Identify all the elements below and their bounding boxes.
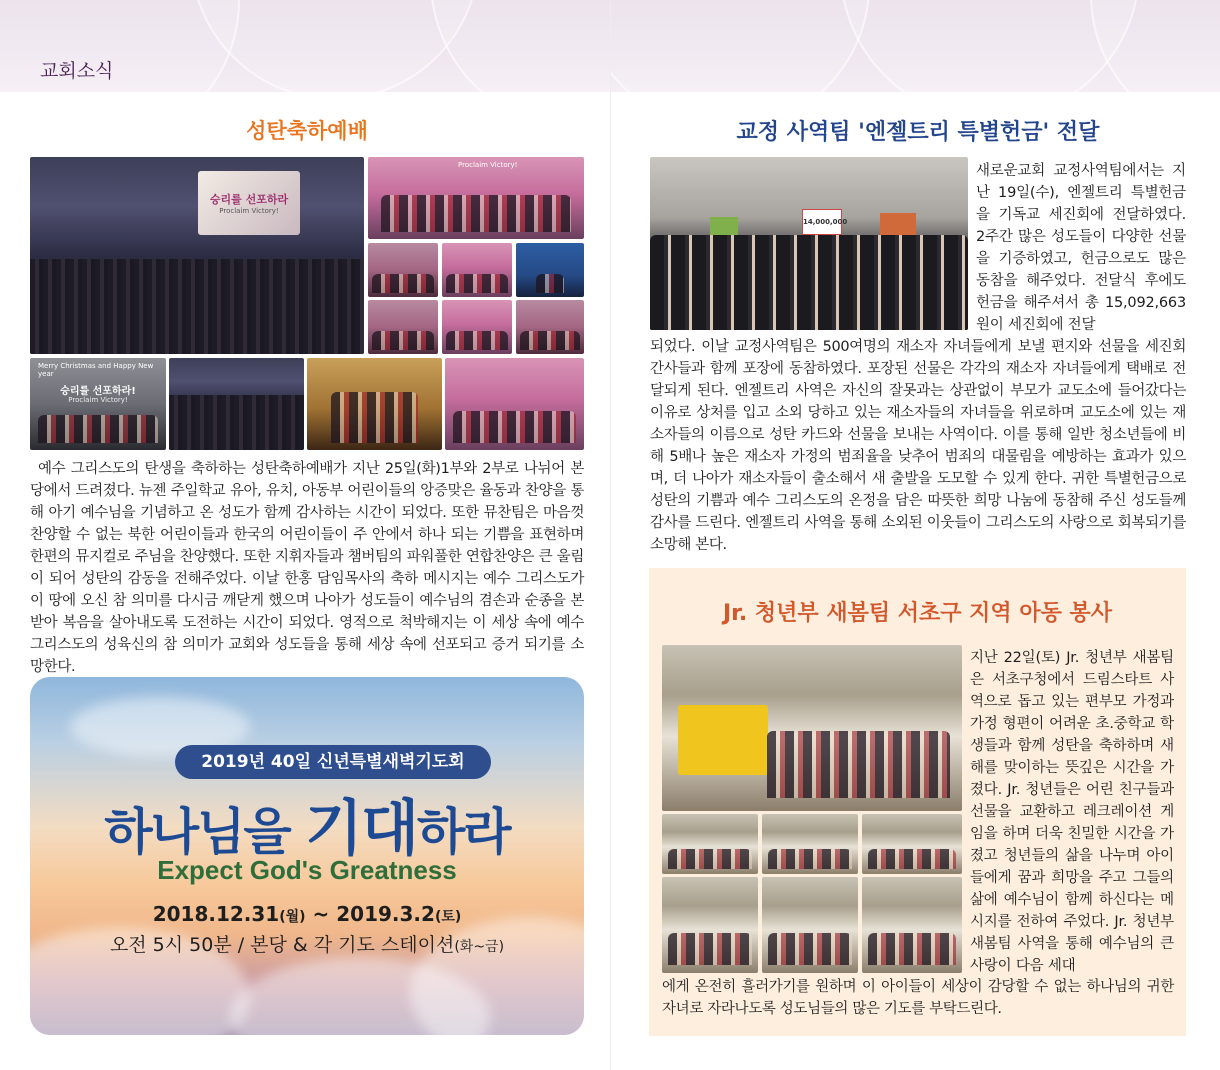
christmas-paragraph-text: 예수 그리스도의 탄생을 축하하는 성탄축하예배가 지난 25일(화)1부와 2부로 나뉘어 본당에서 드려졌다. 뉴젠 주일학교 유아, 유치, 아동부 어린이들의 앙증맞은 율동과 찬양을 통해 아기 예수님을 기념하고 온 성도가 함께 감사하는 시간이 되었다. 또한 뮤찬팀은 마음껏 찬양할 수 없는 북한 어린이들과 한국의 어린이들이 주 안에서 하나 되는 기쁨을 표현하며 한편의 뮤지컬로 주님을 찬양했다. 또한 지휘자들과 챔버팀의 파워풀한 연합찬양은 큰 울림이 되어 성탄의 감동을 전해주었다. 이날 한홍 담임목사의 축하 메시지는 예수 그리스도가 이 땅에 오신 참 의미를 다시금 깨닫게 했으며 나아가 성도들이 예수님의 겸손과 순종을 본받아 복음을 살아내도록 도전하는 시간이 되었다. 영적으로 척박해지는 이 세상 속에 예수 그리스도의 성육신의 참 의미가 교회와 성도들을 통해 세상 속에 선포되고 증거 되기를 소망한다.: [30, 461, 584, 675]
photo-merry-christmas-stage: [30, 358, 166, 450]
section-label: 교회소식: [40, 60, 114, 82]
poster-dates: [30, 902, 584, 926]
photo-children-dance: [445, 358, 584, 450]
poster-headline-c: 하라: [416, 803, 510, 861]
photo-worship-hall: [30, 157, 364, 354]
poster-date-sep: ~: [305, 902, 337, 926]
photo-musical-2: [442, 243, 512, 297]
photo-musical-5: [442, 300, 512, 354]
poster-date-start: 2018.12.31: [152, 902, 280, 926]
jr-title: Jr. 청년부 새봄팀 서초구 지역 아동 봉사: [723, 601, 1112, 626]
photo-children-choir: [368, 157, 584, 239]
photo-jr-activity-2: [762, 814, 858, 874]
poster-date-start-day: (월): [279, 909, 306, 925]
poster-pill: 2019년 40일 신년특별새벽기도회: [175, 745, 491, 779]
poster-date-end: 2019.3.2: [336, 902, 435, 926]
photo-choir-men: [307, 358, 442, 450]
page-divider: [610, 0, 611, 1070]
angeltree-main-text: 되었다. 이날 교정사역팀은 500여명의 재소자 자녀들에게 보낼 편지와 선물을 세진회 간사들과 함께 포장에 동참하였다. 포장된 선물은 각각의 재소자 자녀들에게 택배로 전달되게 된다. 엔젤트리 사역은 자신의 잘못과는 상관없이 부모가 교도소에 들어갔다는 이유로 상처를 입고 소외 당하고 있는 재소자들의 자녀들을 위로하며 교도소에 있는 재소자들의 이름으로 성탄 카드와 선물을 보내는 사역이다. 이를 통해 일반 청소년들에 비해 5배나 높은 재소자 가정의 범죄율을 낮추어 범죄의 대물림을 예방하는 효과가 있으며, 더 나아가 재소자들이 출소해서 새 출발을 도모할 수 있게 한다. 귀한 특별헌금으로 성탄의 기쁨과 예수 그리스도의 온정을 담은 따뜻한 희망 나눔에 동참해 주신 성도들께 감사를 드린다. 엔젤트리 사역을 통해 소외된 이웃들이 그리스도의 사랑으로 회복되기를 소망해 본다.: [650, 339, 1186, 553]
angeltree-title: 교정 사역팀 '엔젤트리 특별헌금' 전달: [736, 120, 1100, 145]
photo-jr-activity-1: [662, 814, 758, 874]
jr-side-text: 지난 22일(토) Jr. 청년부 새봄팀은 서초구청에서 드림스타트 사역으로 돕고 있는 편부모 가정과 가정 형편이 어려운 초.중학교 학생들과 함께 성탄을 축하하며 새해를 맞이하는 뜻깊은 시간을 가졌다. Jr. 청년들은 어린 친구들과 선물을 교환하고 레크레이션 게임을 하며 더욱 친밀한 시간을 가졌고 청년들의 삶을 나누며 아이들에게 꿈과 희망을 주고 그들의 삶에 예수님이 함께 하신다는 메시지를 전하여 주었다. Jr. 청년부 새봄팀 사역을 통해 예수님의 큰 사랑이 다음 세대: [970, 650, 1174, 974]
photo-stage-banner-text: Proclaim Victory!: [458, 161, 518, 169]
photo-musical-1: [368, 243, 438, 297]
christmas-paragraph: [30, 458, 584, 678]
poster-subtitle: Expect God's Greatness: [157, 855, 457, 885]
photo-musical-3: [516, 243, 584, 297]
poster-date-end-day: (토): [434, 909, 462, 925]
poster-time-main: 오전 5시 50분 / 본당 & 각 기도 스테이션: [109, 934, 455, 956]
photo-jr-activity-6: [862, 877, 962, 973]
photo-merry-text: Merry Christmas and Happy New year: [38, 362, 154, 378]
photo-merry-ko: 승리를 선포하라!: [60, 386, 136, 397]
photo-congregation: [169, 358, 304, 450]
christmas-title: 성탄축하예배: [246, 119, 368, 143]
poster-headline-b: 기대: [305, 794, 417, 864]
angeltree-side-text: 새로운교회 교정사역팀에서는 지난 19일(수), 엔젤트리 특별헌금을 기독교 세진회에 전달하였다. 2주간 많은 성도들이 다양한 선물을 기증하였고, 헌금으로도 많은 동참을 해주었다. 전달식 후에도 헌금을 해주셔서 총 15,092,663원이 세진회에 전달: [976, 163, 1186, 333]
photo-merry-en: Proclaim Victory!: [68, 396, 128, 404]
jr-main-text: 에게 온전히 흘러가기를 원하며 이 아이들이 세상이 감당할 수 없는 하나님의 귀한 자녀로 자라나도록 성도님들의 많은 기도를 부탁드린다.: [662, 979, 1174, 1017]
photo-musical-6: [516, 300, 584, 354]
photo-hall-banner-text: 승리를 선포하라: [209, 193, 289, 206]
header-band-right: [610, 0, 1220, 92]
photo-musical-4: [368, 300, 438, 354]
poster-headline-a: 하나님을: [104, 803, 306, 861]
poster-time: [30, 930, 584, 957]
photo-jr-activity-4: [662, 877, 758, 973]
photo-donation-board: 14,000,000: [802, 209, 842, 235]
photo-jr-gift-exchange: [662, 645, 962, 811]
photo-angeltree-group: [650, 157, 968, 330]
prayer-meeting-poster: [30, 677, 584, 1035]
photo-jr-activity-5: [762, 877, 858, 973]
photo-jr-activity-3: [862, 814, 962, 874]
poster-time-days: (화~금): [454, 939, 505, 955]
photo-hall-banner-en: Proclaim Victory!: [219, 207, 279, 215]
